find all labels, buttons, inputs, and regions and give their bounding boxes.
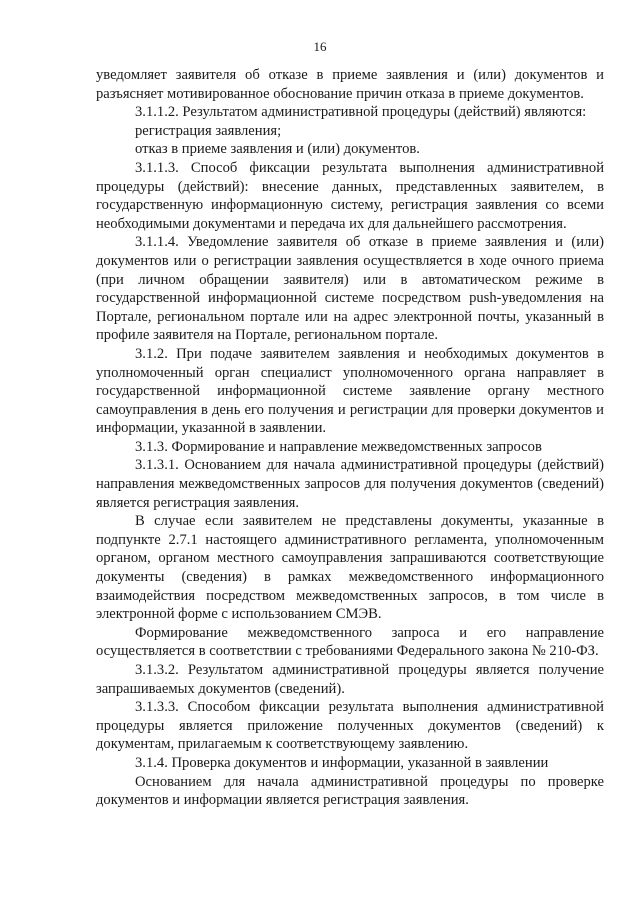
paragraph-3-1-3-1: 3.1.3.1. Основанием для начала административной процедуры (действий) направления межведомственных запросов для получения документов (сведений) является регистрация заявления.: [96, 457, 604, 511]
paragraph-continuation: уведомляет заявителя об отказе в приеме заявления и (или) документов и разъясняет мотивированное обоснование причин отказа в приеме документов.: [96, 67, 604, 102]
paragraph-3-1-3-heading: 3.1.3. Формирование и направление межведомственных запросов: [135, 438, 542, 455]
paragraph-result-refusal: отказ в приеме заявления и (или) документов.: [135, 141, 420, 158]
page-number: 16: [313, 39, 327, 54]
paragraph-result-registration: регистрация заявления;: [135, 122, 282, 139]
paragraph-3-1-4-heading: 3.1.4. Проверка документов и информации, указанной в заявлении: [135, 754, 549, 771]
paragraph-missing-documents: В случае если заявителем не представлены документы, указанные в подпункте 2.7.1 настоящего административного регламента, уполномоченным органом, органом местного самоуправления запрашиваются соответствующие документы (сведения) в рамках межведомственного информационного взаимодействия посредством межведомственных запросов, в том числе в электронной форме с использованием СМЭВ.: [96, 513, 604, 623]
paragraph-3-1-2: 3.1.2. При подаче заявителем заявления и необходимых документов в уполномоченный орган специалист уполномоченного органа направляет в государственной информационной системе заявление органу местного самоуправления в день его получения и регистрации для проверки документов и информации, указанной в заявлении.: [96, 345, 604, 437]
paragraph-verification-basis: Основанием для начала административной процедуры по проверке документов и информации является регистрация заявления.: [96, 773, 604, 809]
paragraph-3-1-3-2: 3.1.3.2. Результатом административной процедуры является получение запрашиваемых документов (сведений).: [96, 662, 604, 697]
paragraph-3-1-1-3: 3.1.1.3. Способ фиксации результата выполнения административной процедуры (действий): внесение данных, представленных заявителем, в государственную информационную систему, регистрация заявления со всеми необходимыми документами и передача их для дальнейшего рассмотрения.: [96, 159, 604, 232]
paragraph-request-formation: Формирование межведомственного запроса и его направление осуществляется в соответствии с требованиями Федерального закона № 210-ФЗ.: [96, 624, 604, 660]
paragraph-3-1-1-2: 3.1.1.2. Результатом административной процедуры (действий) являются:: [135, 104, 587, 121]
document-body: [96, 66, 604, 810]
paragraph-3-1-1-4: 3.1.1.4. Уведомление заявителя об отказе в приеме заявления и (или) документов или о регистрации заявления осуществляется в ходе очного приема (при личном обращении заявителя) или в автоматическом режиме в государственной информационной системе посредством push-уведомления на Портале, региональном портале или на адрес электронной почты, указанный в профиле заявителя на Портале, региональном портале.: [96, 234, 604, 344]
paragraph-3-1-3-3: 3.1.3.3. Способом фиксации результата выполнения административной процедуры является приложение полученных документов (сведений) к документам, прилагаемым к соответствующему заявлению.: [96, 699, 604, 753]
